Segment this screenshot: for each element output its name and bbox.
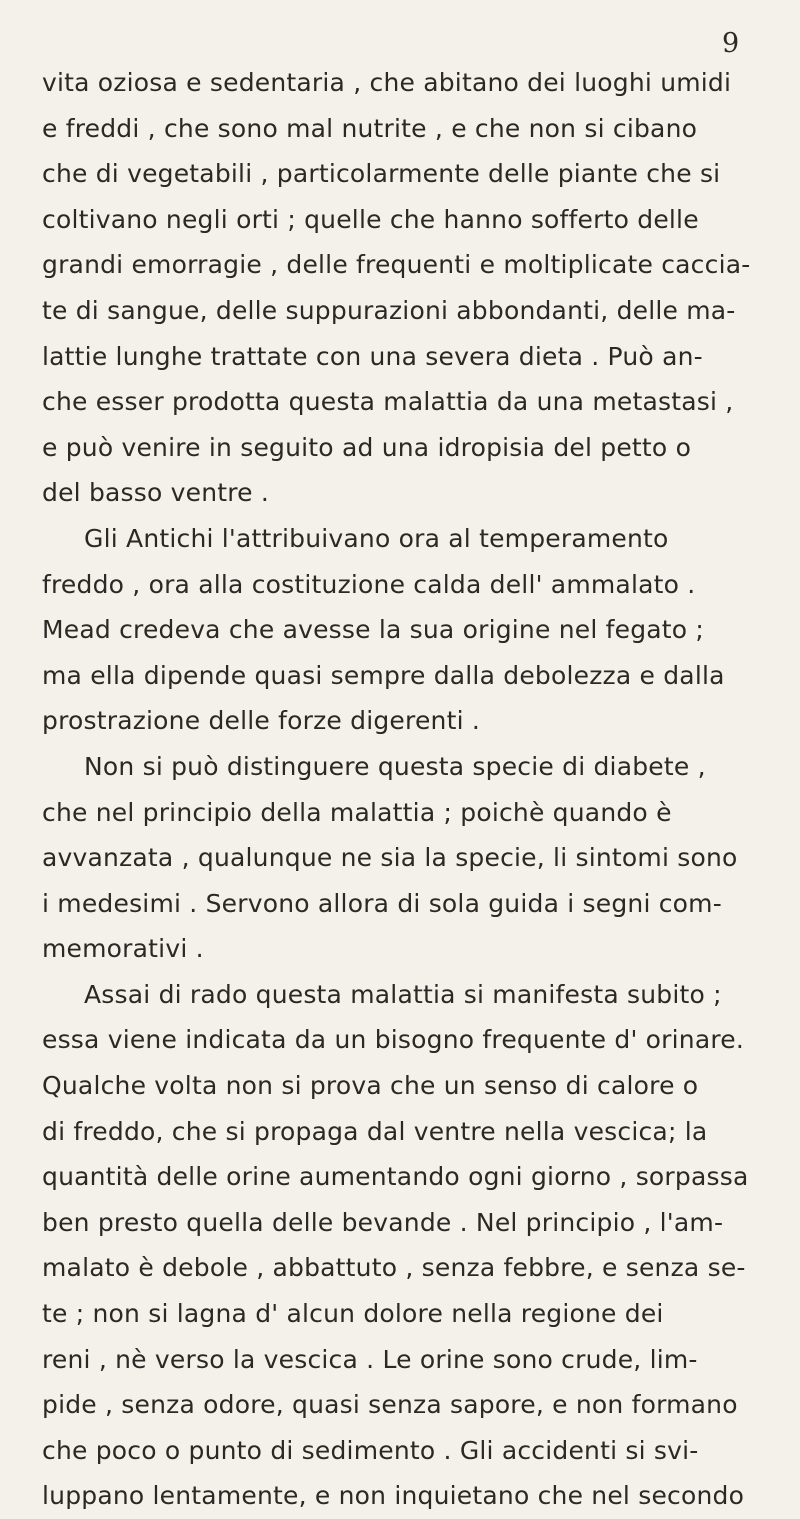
text-line: e freddi , che sono mal nutrite , e che non si cibano <box>42 113 698 143</box>
text-line: malato è debole , abbattuto , senza febbre, e senza se- <box>42 1253 746 1283</box>
body-text <box>42 60 770 1519</box>
text-line: i medesimi . Servono allora di sola guida i segni com- <box>42 888 722 918</box>
text-line: prostrazione delle forze digerenti . <box>42 706 481 736</box>
text-line: essa viene indicata da un bisogno frequente d' orinare. <box>42 1025 745 1055</box>
text-line: lattie lunghe trattate con una severa dieta . Può an- <box>42 341 703 371</box>
text-line: vita oziosa e sedentaria , che abitano dei luoghi umidi <box>42 68 732 97</box>
text-line: ma ella dipende quasi sempre dalla debolezza e dalla <box>42 660 725 690</box>
text-line: quantità delle orine aumentando ogni giorno , sorpassa <box>42 1162 749 1192</box>
text-line: te ; non si lagna d' alcun dolore nella regione dei <box>42 1299 664 1329</box>
text-line: freddo , ora alla costituzione calda dell' ammalato . <box>42 569 696 599</box>
text-line: ben presto quella delle bevande . Nel principio , l'am- <box>42 1207 724 1237</box>
text-line: di freddo, che si propaga dal ventre nella vescica; la <box>42 1116 708 1146</box>
text-line: che nel principio della malattia ; poichè quando è <box>42 797 672 827</box>
text-line: che esser prodotta questa malattia da una metastasi , <box>42 387 734 417</box>
page-number: 9 <box>722 28 740 59</box>
text-line: che poco o punto di sedimento . Gli accidenti si svi- <box>42 1435 699 1465</box>
text-line: Assai di rado questa malattia si manifesta subito ; <box>84 979 722 1009</box>
text-line: luppano lentamente, e non inquietano che nel secondo <box>42 1481 745 1511</box>
text-line: avvanzata , qualunque ne sia la specie, li sintomi sono <box>42 843 738 873</box>
text-line: del basso ventre . <box>42 478 270 508</box>
text-line: Qualche volta non si prova che un senso di calore o <box>42 1071 699 1101</box>
text-line: memorativi . <box>42 934 204 964</box>
text-line: Non si può distinguere questa specie di diabete , <box>84 751 706 781</box>
text-line: pide , senza odore, quasi senza sapore, e non formano <box>42 1390 738 1420</box>
text-line: te di sangue, delle suppurazioni abbondanti, delle ma- <box>42 295 736 325</box>
text-line: che di vegetabili , particolarmente delle piante che si <box>42 159 721 189</box>
text-line: e può venire in seguito ad una idropisia del petto o <box>42 432 692 462</box>
text-line: Mead credeva che avesse la sua origine nel fegato ; <box>42 615 705 645</box>
text-line: coltivano negli orti ; quelle che hanno sofferto delle <box>42 204 699 234</box>
text-line: Gli Antichi l'attribuivano ora al temperamento <box>84 523 669 553</box>
text-line: grandi emorragie , delle frequenti e moltiplicate caccia- <box>42 250 751 280</box>
text-line: reni , nè verso la vescica . Le orine sono crude, lim- <box>42 1344 698 1374</box>
